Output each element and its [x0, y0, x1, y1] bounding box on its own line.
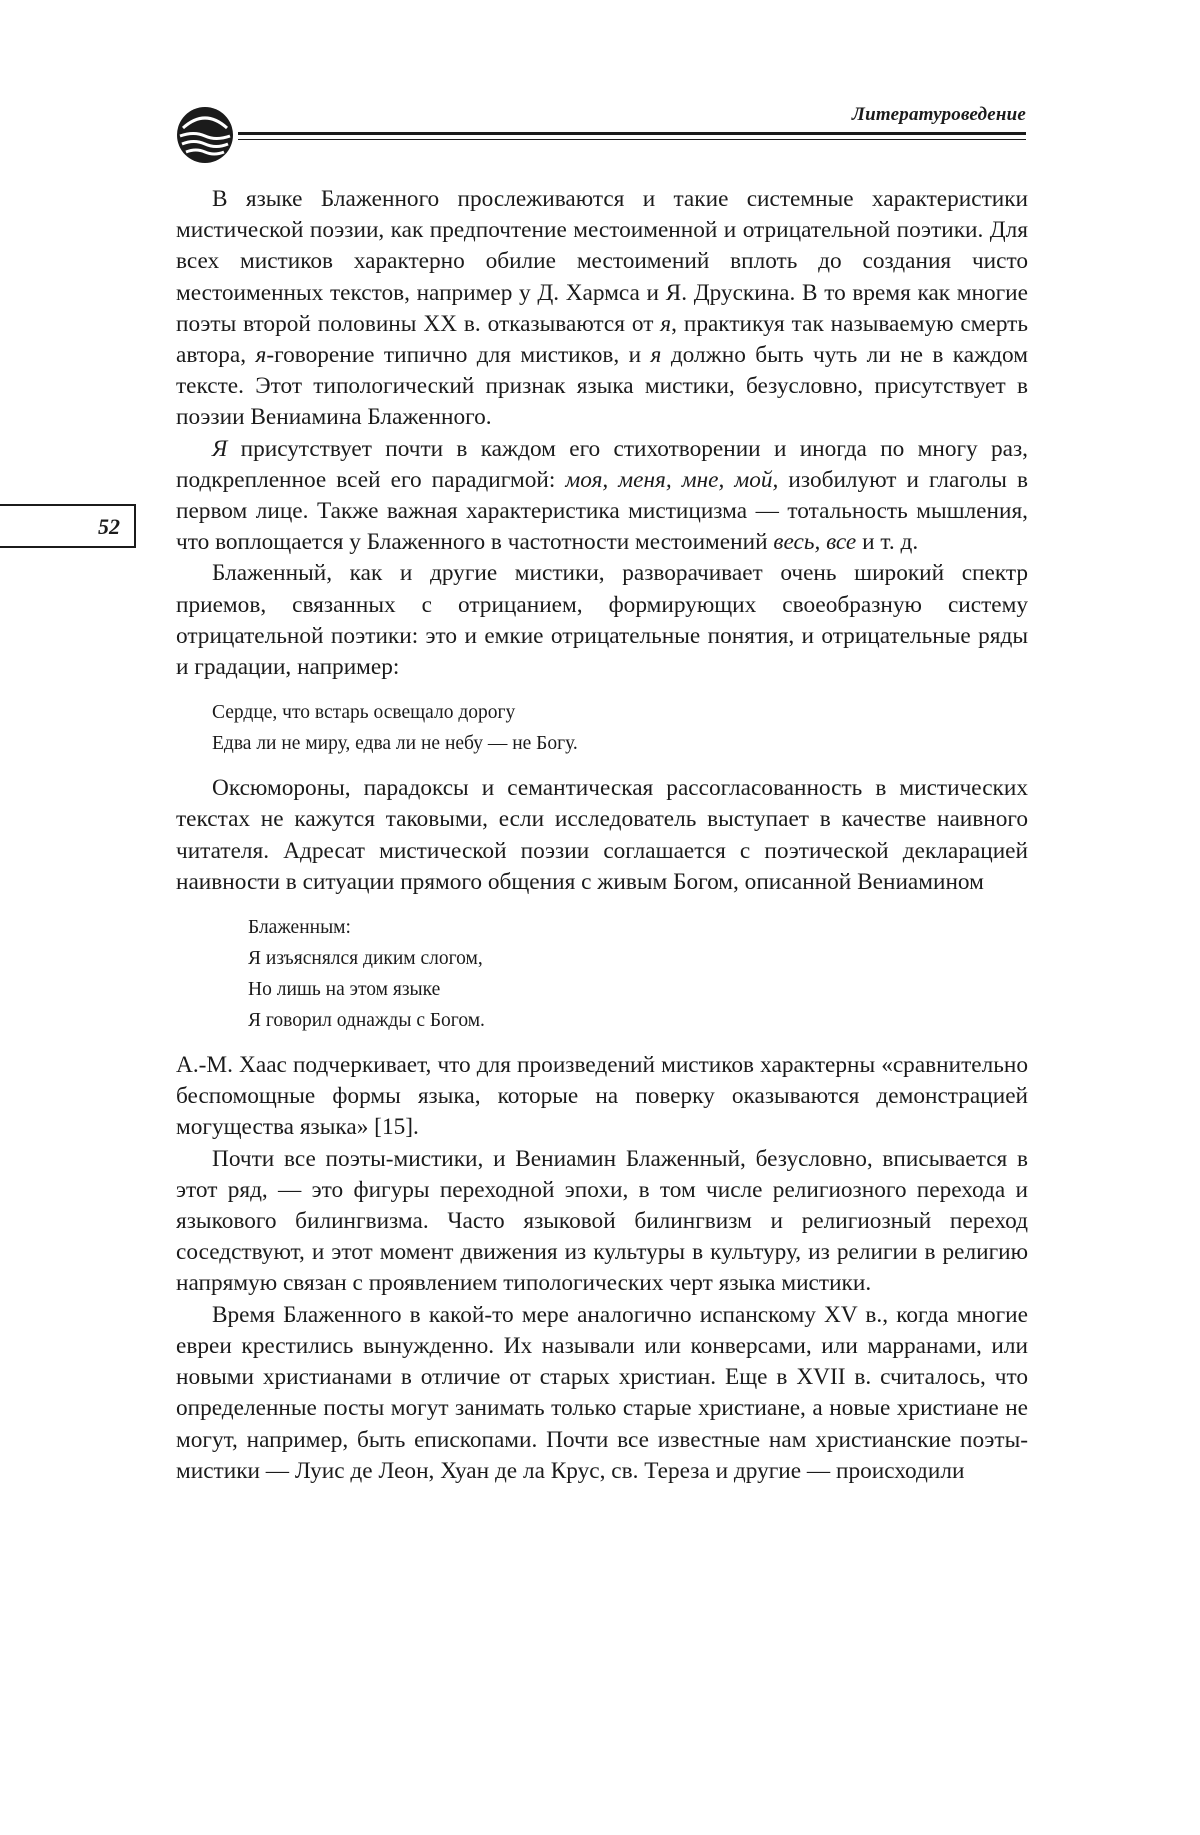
text-run: В языке Блаженного прослеживаются и такие системные характеристики мистической поэзии, как предпочтение местоименной и отрицательной поэтики. Для всех мистиков характерно обилие местоимений вплоть до создания чисто местоименных текстов, например у Д. Хармса и Я. Друскина. В то время как многие поэты второй половины XX в. отказываются от	[176, 186, 1028, 337]
text-run: Оксюмороны, парадоксы и семантическая рассогласованность в мистических текстах не кажутся таковыми, если исследователь выступает в качестве наивного читателя. Адресат мистической поэзии соглашается с поэтической декларацией наивности в ситуации прямого общения с живым Богом, описанной Вениамином	[176, 775, 1028, 895]
paragraph	[176, 1144, 1028, 1300]
sun-waves-icon	[174, 104, 236, 166]
verse-line: Я изъяснялся диким слогом,	[248, 948, 483, 970]
paragraph	[176, 558, 1028, 683]
paragraph	[176, 1300, 1028, 1487]
page-number-tab	[0, 504, 136, 548]
header-rule-thick	[238, 132, 1026, 135]
text-run: изобилуют и глаголы в первом лице. Также важная характеристика мистицизма — тотальность мышления, что воплощается у Блаженного в частотности местоимений	[176, 466, 1028, 556]
italic-run: Я	[212, 435, 228, 462]
italic-run: я	[255, 342, 267, 369]
italic-run: моя, меня, мне, мой,	[565, 466, 779, 493]
italic-run: я	[660, 310, 672, 337]
italic-run: я	[650, 342, 662, 369]
verse-line: Но лишь на этом языке	[248, 979, 441, 1001]
text-run: -говорение типично для мистиков, и	[266, 342, 651, 369]
paragraph	[176, 1050, 1028, 1144]
paragraph	[176, 773, 1028, 898]
text-run: , практикуя так называемую смерть автора,	[176, 310, 1028, 369]
verse-quote	[212, 697, 1028, 759]
text-run: Время Блаженного в какой-то мере аналогично испанскому XV в., когда многие евреи крестились вынужденно. Их называли или конверсами, или марранами, или новыми христианами в отличие от старых христиан. Еще в XVII в. считалось, что определенные посты могут занимать только старые христиане, а новые христиане не могут, например, быть епископами. Почти все известные нам христианские поэты-мистики — Луис де Леон, Хуан де ла Крус, св. Тереза и другие — происходили	[176, 1301, 1028, 1484]
paragraph	[176, 434, 1028, 559]
text-run: А.-М. Хаас подчеркивает, что для произведений мистиков характерны «сравнительно беспомощные формы языка, которые на поверку оказываются демонстрацией могущества языка» [15].	[176, 1052, 1028, 1141]
italic-run: весь, все	[773, 529, 857, 556]
text-run: присутствует почти в каждом его стихотворении и иногда по многу раз, подкрепленное всей его парадигмой:	[176, 435, 1028, 493]
paragraph	[176, 184, 1028, 434]
text-run: Почти все поэты-мистики, и Вениамин Блаженный, безусловно, вписывается в этот ряд, — это фигуры переходной эпохи, в том числе религиозного перехода и языкового билингвизма. Часто языковой билингвизм и религиозный переход соседствуют, и этот момент движения из культуры в культуру, из религии в религию напрямую связан с проявлением типологических черт языка мистики.	[176, 1145, 1028, 1297]
verse-quote	[248, 912, 1028, 1036]
text-run: должно быть чуть ли не в каждом тексте. Этот типологический признак языка мистики, безусловно, присутствует в поэзии Вениамина Блаженного.	[176, 342, 1029, 431]
main-text	[176, 184, 1028, 1487]
verse-line: Едва ли не миру, едва ли не небу — не Богу.	[212, 733, 578, 755]
verse-line: Блаженным:	[248, 917, 351, 939]
verse-line: Я говорил однажды с Богом.	[248, 1010, 485, 1032]
text-run: и т. д.	[856, 529, 919, 556]
text-run: Блаженный, как и другие мистики, разворачивает очень широкий спектр приемов, связанных с отрицанием, формирующих своеобразную систему отрицательной поэтики: это и емкие отрицательные понятия, и отрицательные ряды и градации, например:	[176, 560, 1028, 681]
verse-line: Сердце, что встарь освещало дорогу	[212, 702, 516, 724]
running-title: Литературоведение	[851, 104, 1026, 125]
header-rule-thin	[238, 139, 1026, 140]
page-number: 52	[98, 514, 120, 539]
